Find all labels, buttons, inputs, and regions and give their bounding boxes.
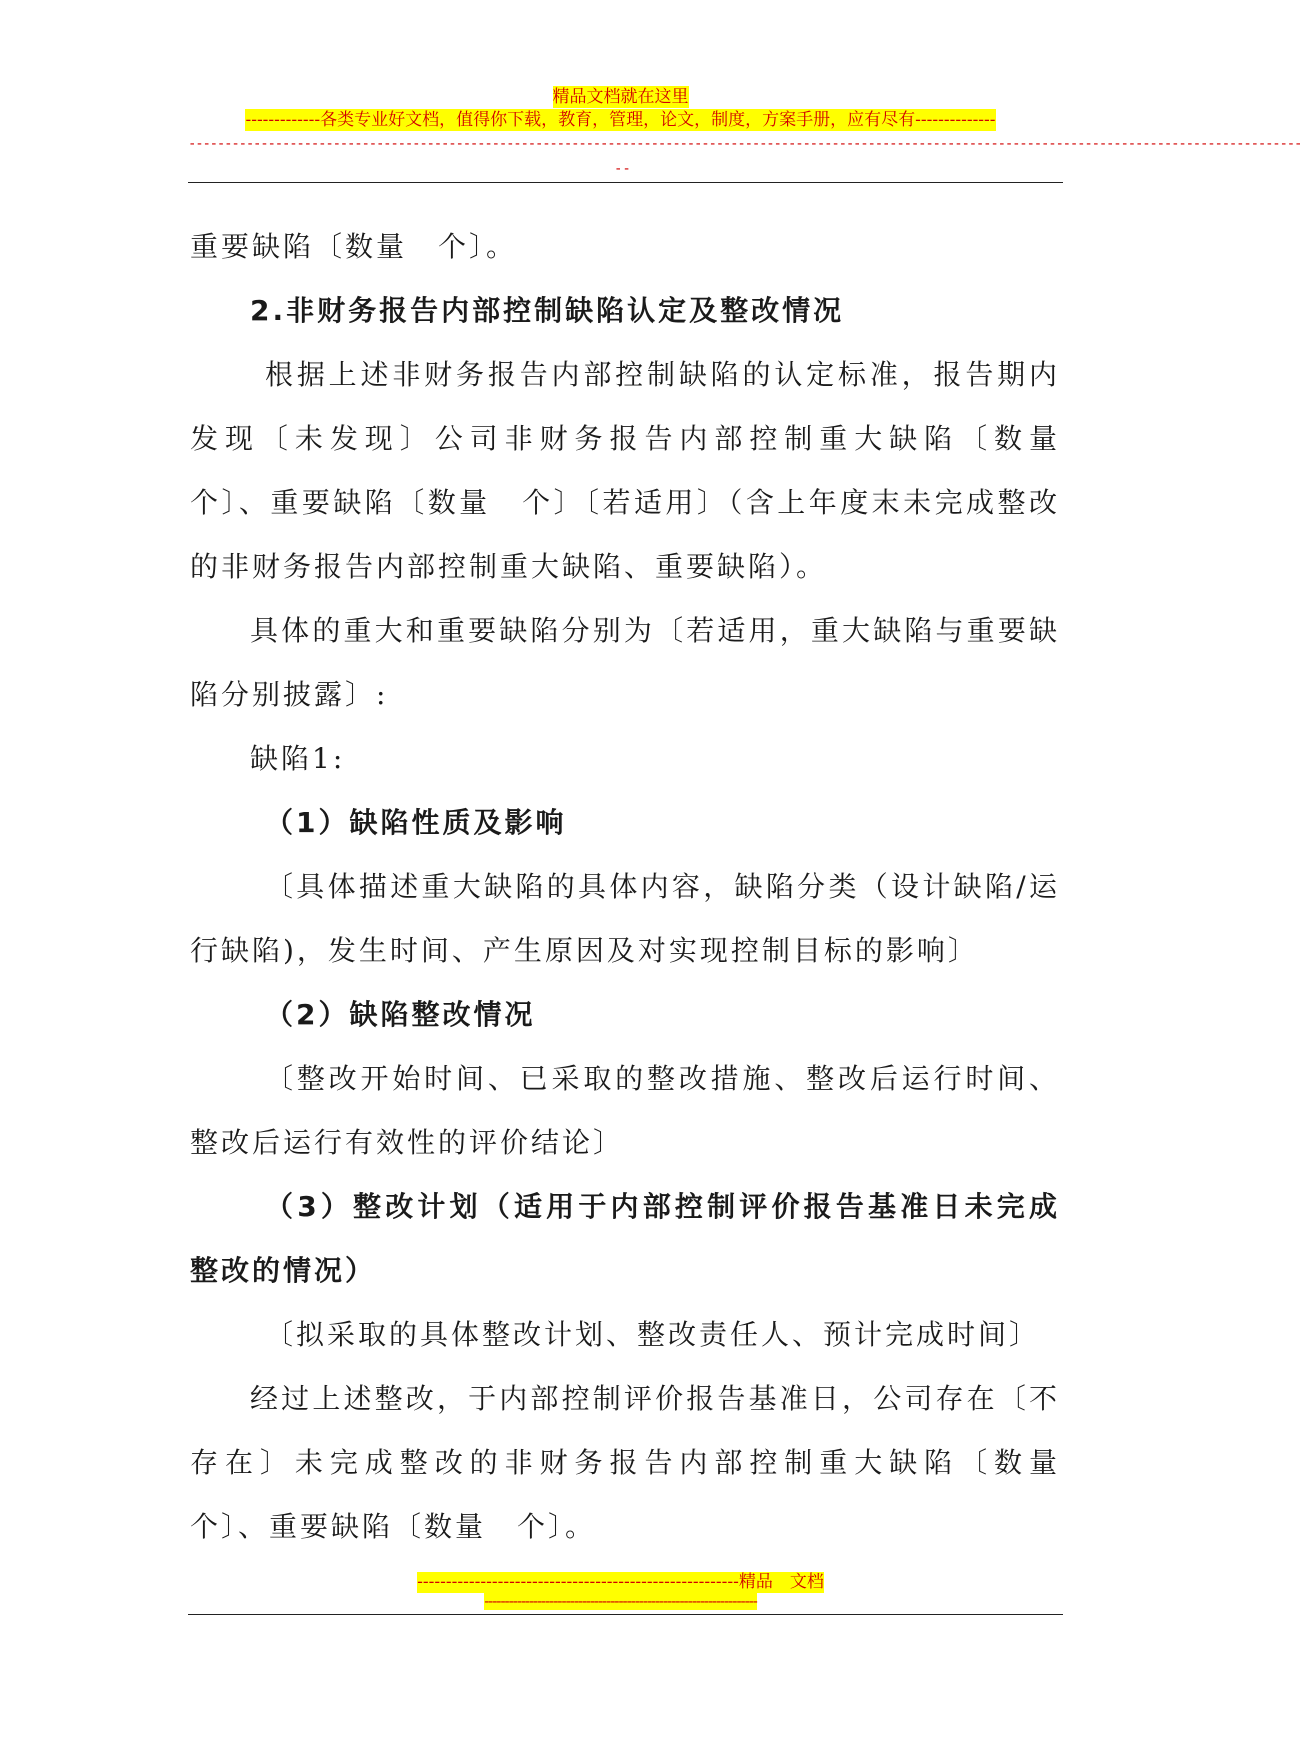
paragraph-3: 具体的重大和重要缺陷分别为〔若适用，重大缺陷与重要缺陷分别披露〕: xyxy=(190,614,1060,711)
section-heading-2: 2.非财务报告内部控制缺陷认定及整改情况 xyxy=(250,294,845,327)
paragraph-4: 缺陷1: xyxy=(250,742,346,775)
header-tagline xyxy=(0,109,1241,131)
header-divider xyxy=(188,182,1063,183)
footer-divider xyxy=(188,1614,1063,1615)
subheading-1: （1）缺陷性质及影响 xyxy=(265,806,567,839)
header-title-text: 精品文档就在这里 xyxy=(552,87,689,107)
header-dash-line: ---------------------------------------------------------------------------------------------------------------------------------------------------------- xyxy=(188,136,1301,152)
footer-line-2 xyxy=(0,1593,1241,1610)
paragraph-8: 经过上述整改，于内部控制评价报告基准日，公司存在〔不存在〕未完成整改的非财务报告内部控制重大缺陷〔数量 个〕、重要缺陷〔数量 个〕。 xyxy=(190,1382,1092,1543)
header-dash-line-cont: -- xyxy=(614,161,631,177)
paragraph-1: 重要缺陷〔数量 个〕。 xyxy=(190,230,518,263)
paragraph-2: 根据上述非财务报告内部控制缺陷的认定标准，报告期内发现〔未发现〕公司非财务报告内部控制重大缺陷〔数量 个〕、重要缺陷〔数量 个〕〔若适用〕（含上年度末未完成整改的非财务报告内部控制重大缺陷、重要缺陷）。 xyxy=(190,358,1092,583)
header-tagline-text: -------------各类专业好文档，值得你下载，教育，管理，论文，制度，方案手册，应有尽有-------------- xyxy=(245,110,996,130)
paragraph-6: 〔整改开始时间、已采取的整改措施、整改后运行时间、整改后运行有效性的评价结论〕 xyxy=(190,1062,1060,1159)
page-header xyxy=(0,86,1241,131)
footer-line-1-text: --------------------------------------------------------精品 文档 xyxy=(417,1572,824,1592)
paragraph-5: 〔具体描述重大缺陷的具体内容，缺陷分类（设计缺陷/运行缺陷)，发生时间、产生原因及对实现控制目标的影响〕 xyxy=(190,870,1060,967)
subheading-2: （2）缺陷整改情况 xyxy=(265,998,536,1031)
footer-line-2-text: ------------------------------------------------------------------- xyxy=(484,1592,757,1610)
header-title xyxy=(0,86,1241,108)
paragraph-7: 〔拟采取的具体整改计划、整改责任人、预计完成时间〕 xyxy=(265,1318,1041,1351)
footer-line-1 xyxy=(0,1572,1241,1593)
subheading-3: （3）整改计划（适用于内部控制评价报告基准日未完成整改的情况） xyxy=(190,1190,1060,1287)
page-footer xyxy=(0,1572,1241,1610)
document-body xyxy=(190,215,1092,1559)
